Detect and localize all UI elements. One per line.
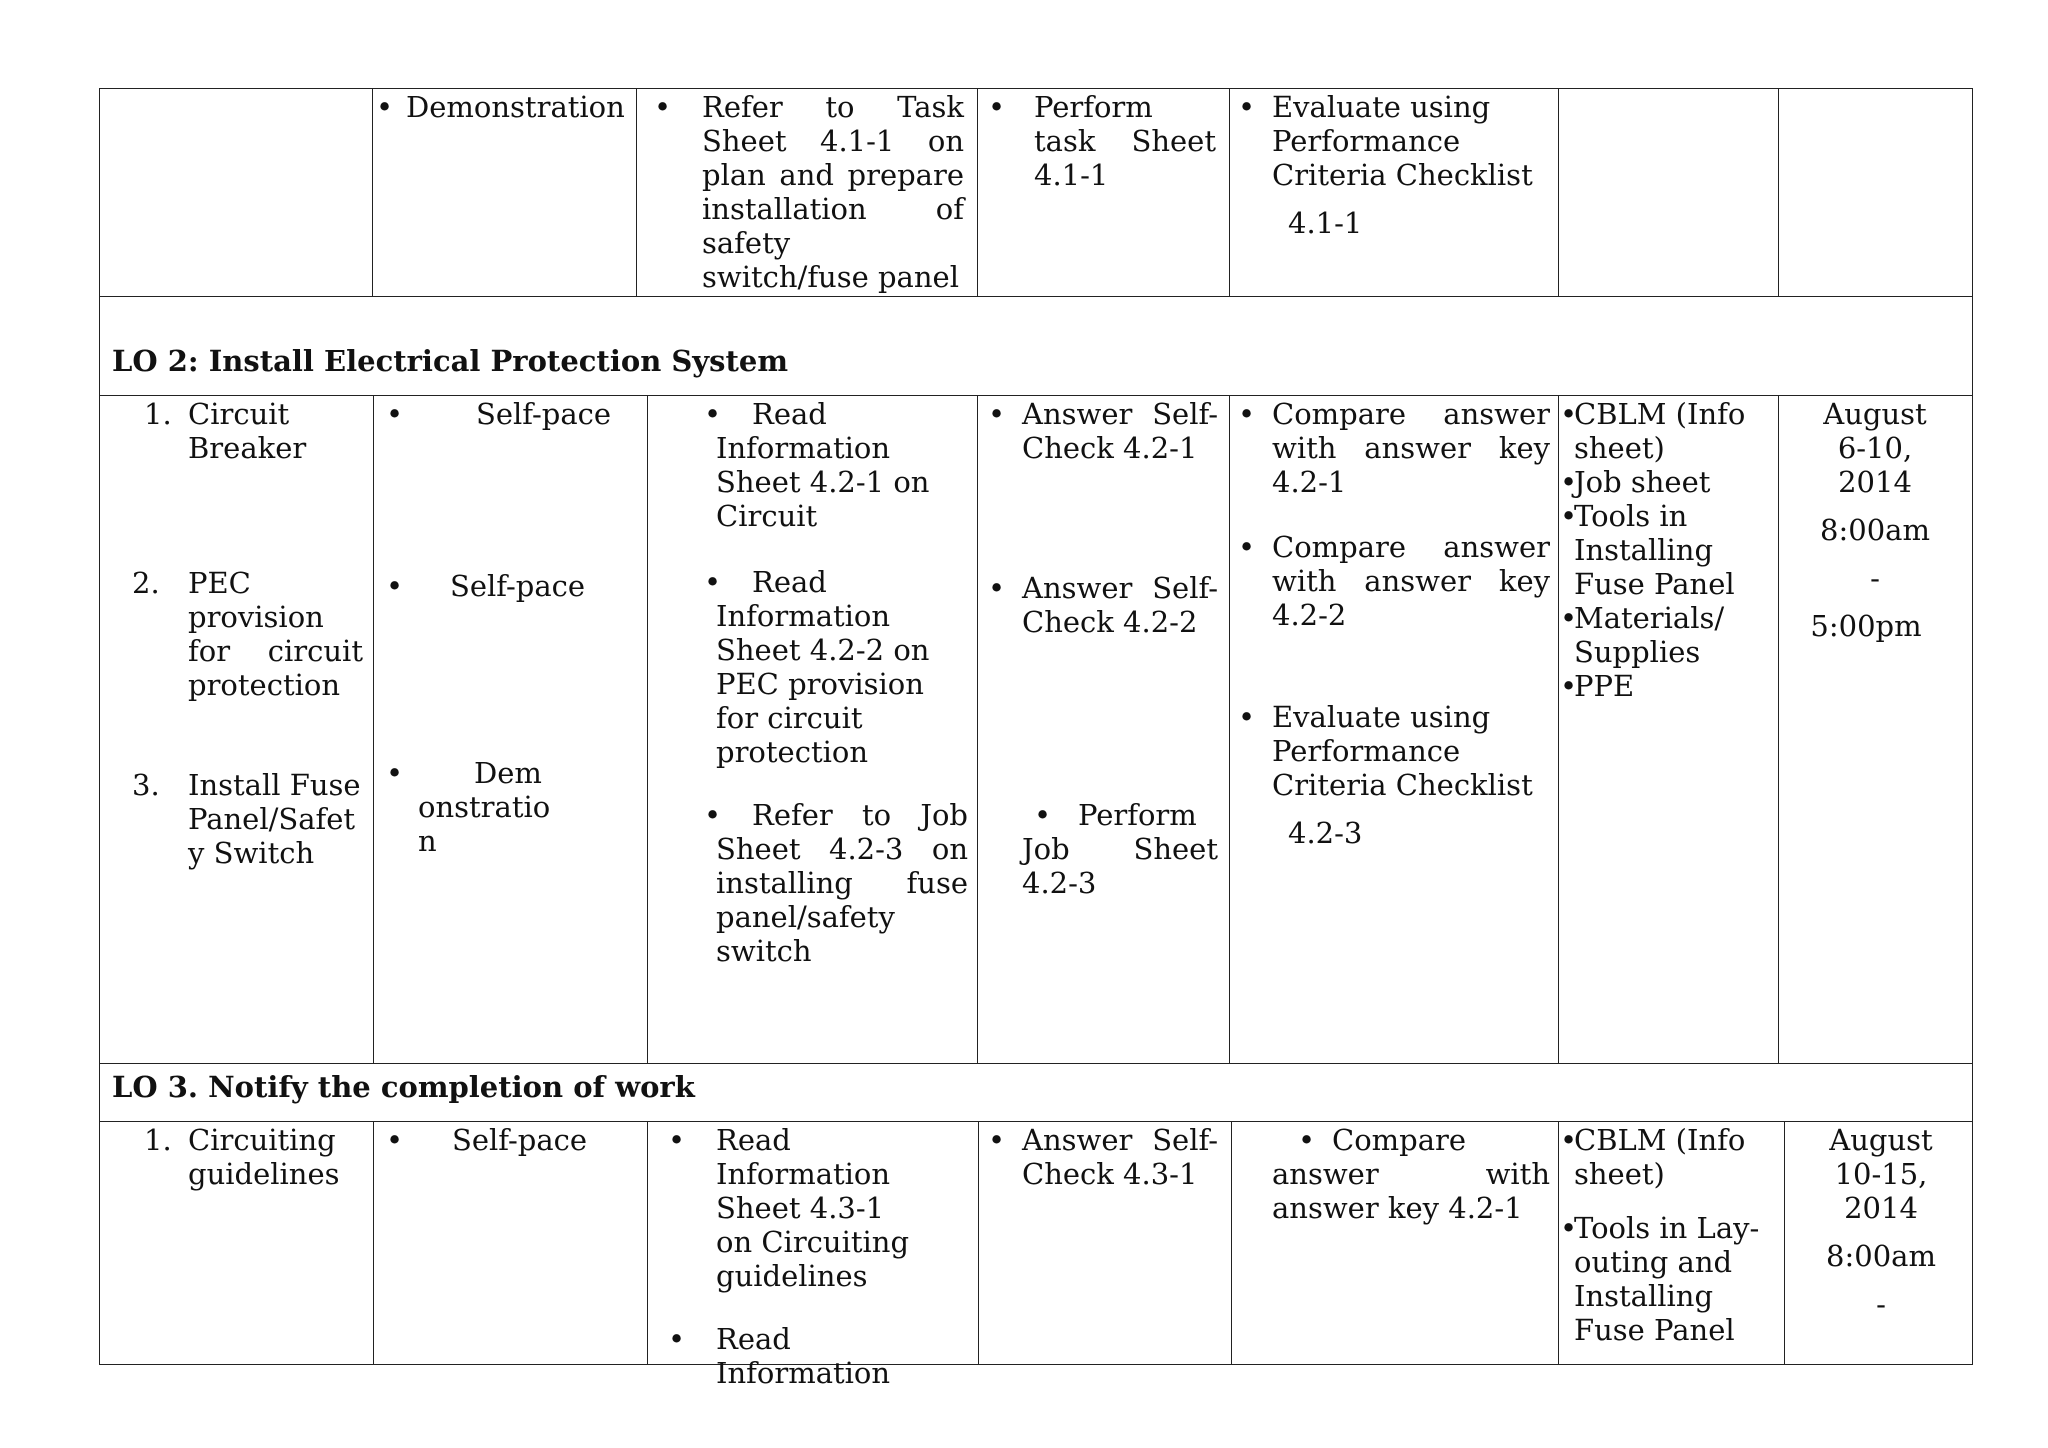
row-a-method-cell bbox=[376, 90, 632, 124]
lo2-title: LO 2: Install Electrical Protection System bbox=[112, 344, 789, 378]
resource-item: • CBLM (Info sheet) bbox=[1560, 397, 1774, 465]
lo2-task-1 bbox=[988, 397, 1218, 465]
lo2-method-2 bbox=[386, 569, 626, 603]
assessment-code: 4.2-3 bbox=[1288, 816, 1363, 850]
content-text: PEC provision for circuit protection bbox=[188, 566, 363, 702]
resource-item: • CBLM (Info sheet) bbox=[1560, 1123, 1780, 1191]
lo2-task-3 bbox=[978, 798, 1218, 900]
task-item: • Answer Self-Check 4.2-2 bbox=[988, 571, 1218, 639]
lo2-assessment-2 bbox=[1238, 530, 1550, 632]
row-a-activity-cell bbox=[654, 90, 964, 294]
table-rule bbox=[99, 1121, 1972, 1122]
task-item: • Answer Self-Check 4.2-1 bbox=[988, 397, 1218, 465]
table-border-top bbox=[99, 88, 1972, 89]
method-item: • Self-pace bbox=[386, 1123, 626, 1157]
lo2-resources-cell bbox=[1560, 397, 1774, 703]
lo2-method-3 bbox=[386, 756, 636, 858]
content-number: 3. bbox=[132, 768, 160, 802]
schedule-date: August 6-10, 2014 bbox=[1823, 397, 1927, 499]
col-rule bbox=[1778, 395, 1779, 1063]
table-border-right bbox=[1972, 88, 1973, 1365]
col-rule bbox=[373, 395, 374, 1063]
activity-item: • Read Information bbox=[668, 1322, 968, 1390]
col-rule bbox=[1231, 1121, 1232, 1364]
resource-item: • PPE bbox=[1560, 669, 1774, 703]
row-a-assessment-cell bbox=[1238, 90, 1548, 240]
lo3-activity-1 bbox=[668, 1123, 968, 1293]
lo2-content-3 bbox=[128, 768, 363, 870]
col-rule bbox=[978, 1121, 979, 1364]
schedule-time-dash: - bbox=[1876, 1287, 1886, 1321]
table-border-bottom bbox=[99, 1364, 1972, 1365]
task-item: • Answer Self-Check 4.3-1 bbox=[988, 1123, 1218, 1191]
table-border-left bbox=[99, 88, 100, 1365]
content-number: 1. bbox=[144, 1123, 172, 1157]
schedule-time-start: 8:00am bbox=[1820, 513, 1930, 547]
activity-item: • Read Information Sheet 4.3-1 on Circuiting guidelines bbox=[668, 1123, 916, 1293]
col-rule bbox=[1558, 1121, 1559, 1364]
lo2-assessment-1 bbox=[1238, 397, 1550, 499]
content-number: 2. bbox=[132, 566, 160, 600]
content-number: 1. bbox=[144, 397, 172, 431]
assessment-item: • Compare answer with answer key 4.2-1 bbox=[1238, 397, 1550, 499]
col-rule bbox=[1784, 1121, 1785, 1364]
col-rule bbox=[372, 88, 373, 296]
lo3-schedule-cell bbox=[1806, 1123, 1956, 1321]
method-item: • Self-pace bbox=[386, 569, 626, 603]
content-text: Circuit Breaker bbox=[188, 397, 307, 465]
row-a-task-cell bbox=[988, 90, 1216, 192]
col-rule bbox=[373, 1121, 374, 1364]
lo3-assessment-1 bbox=[1238, 1123, 1550, 1225]
col-rule bbox=[1229, 88, 1230, 296]
assessment-item: • Evaluate using Performance Criteria Checklist bbox=[1238, 90, 1548, 192]
lo2-activity-1 bbox=[668, 397, 968, 533]
lo3-method-1 bbox=[386, 1123, 626, 1157]
lo3-resources-cell bbox=[1560, 1123, 1780, 1347]
activity-item: • Refer to Task Sheet 4.1-1 on plan and prepare installation of safety switch/fuse panel bbox=[654, 90, 964, 294]
content-text: Install Fuse Panel/Safety Switch bbox=[188, 768, 361, 870]
task-item: • Perform Job Sheet 4.2-3 bbox=[978, 798, 1218, 900]
lo3-task-1 bbox=[988, 1123, 1218, 1191]
activity-item: • Refer to Job Sheet 4.2-3 on installing fuse panel/safety switch bbox=[668, 798, 968, 968]
resource-item: • Job sheet bbox=[1560, 465, 1774, 499]
lo2-schedule-cell bbox=[1800, 397, 1950, 643]
col-rule bbox=[1558, 88, 1559, 296]
table-rule bbox=[99, 1063, 1972, 1064]
table-rule bbox=[99, 296, 1972, 297]
assessment-item: • Evaluate using Performance Criteria Checklist bbox=[1238, 700, 1550, 802]
col-rule bbox=[977, 395, 978, 1063]
schedule-time-dash: - bbox=[1870, 561, 1880, 595]
activity-item: • Read Information Sheet 4.2-1 on Circuit bbox=[668, 397, 968, 533]
lo2-task-2 bbox=[988, 571, 1218, 639]
activity-item: • Read Information Sheet 4.2-2 on PEC provision for circuit protection bbox=[668, 565, 968, 769]
col-rule bbox=[1558, 395, 1559, 1063]
method-item: • Demonstration bbox=[376, 90, 632, 124]
assessment-item: • Compare answer with answer key 4.2-2 bbox=[1238, 530, 1550, 632]
resource-item: • Tools in Installing Fuse Panel bbox=[1560, 499, 1774, 601]
schedule-date: August 10-15, 2014 bbox=[1829, 1123, 1933, 1225]
lo2-activity-3 bbox=[668, 798, 968, 968]
assessment-item: • Compare answer with answer key 4.2-1 bbox=[1238, 1123, 1550, 1225]
task-item: • Perform task Sheet 4.1-1 bbox=[988, 90, 1216, 192]
lo3-title: LO 3. Notify the completion of work bbox=[112, 1070, 695, 1104]
lo2-content-2 bbox=[128, 566, 363, 702]
lo2-activity-2 bbox=[668, 565, 968, 769]
content-text: Circuiting guidelines bbox=[188, 1123, 340, 1191]
col-rule bbox=[647, 395, 648, 1063]
col-rule bbox=[977, 88, 978, 296]
col-rule bbox=[647, 1121, 648, 1364]
method-item: • Demonstration bbox=[386, 756, 636, 858]
col-rule bbox=[636, 88, 637, 296]
col-rule bbox=[1778, 88, 1779, 296]
lo2-assessment-3 bbox=[1238, 700, 1550, 850]
schedule-time-start: 8:00am bbox=[1826, 1239, 1936, 1273]
assessment-code: 4.1-1 bbox=[1288, 206, 1363, 240]
resource-item: • Materials/ Supplies bbox=[1560, 601, 1774, 669]
col-rule bbox=[1229, 395, 1230, 1063]
lo2-content-1 bbox=[128, 397, 363, 465]
lo3-content-1 bbox=[128, 1123, 363, 1191]
lo2-method-1 bbox=[386, 397, 626, 431]
method-item: • Self-pace bbox=[386, 397, 626, 431]
lo3-activity-2 bbox=[668, 1322, 968, 1390]
table-rule bbox=[99, 395, 1972, 396]
resource-item: • Tools in Lay-outing and Installing Fuse Panel bbox=[1560, 1211, 1780, 1347]
schedule-time-end: 5:00pm bbox=[1810, 609, 1922, 643]
